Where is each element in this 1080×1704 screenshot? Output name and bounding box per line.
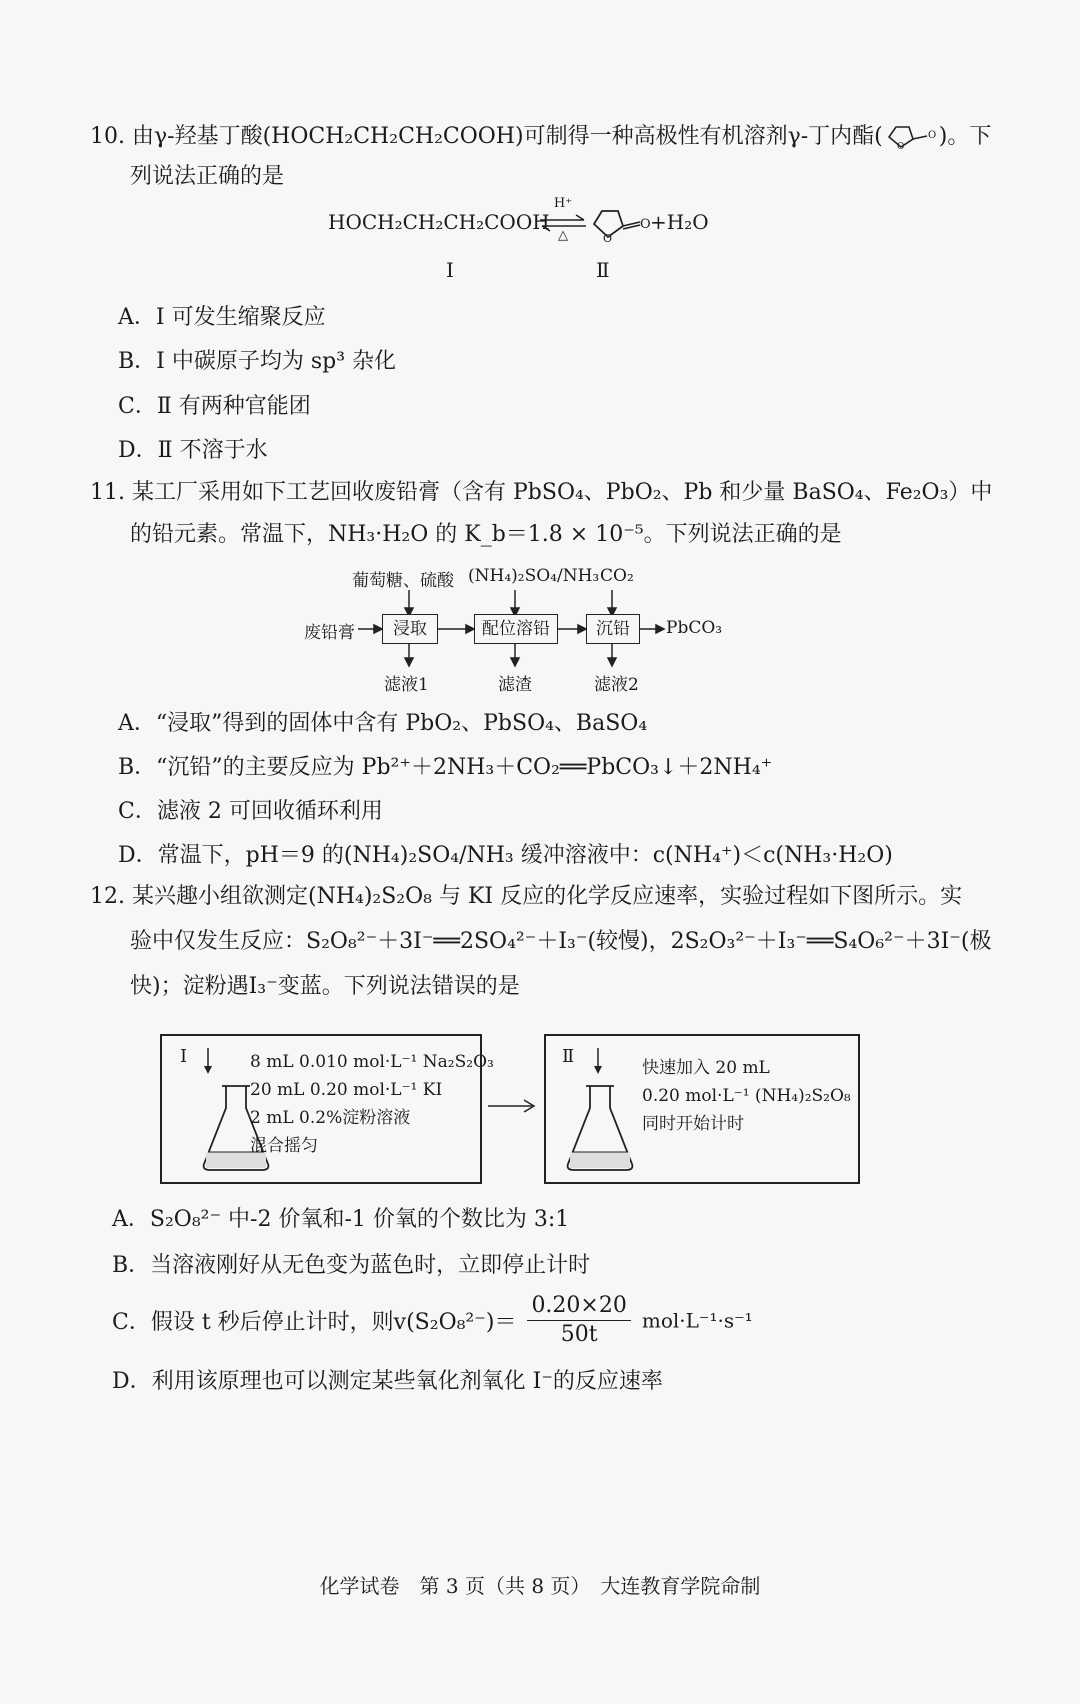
flow-out-3: 滤液2 [594, 675, 639, 695]
q12-option-c-text: C．假设 t 秒后停止计时，则v(S₂O₈²⁻)＝ [112, 1310, 517, 1335]
svg-text:O: O [603, 232, 613, 244]
q10-label-I: Ⅰ [446, 258, 454, 282]
svg-text:O: O [896, 142, 905, 152]
q10-text-b: )。下 [938, 124, 992, 149]
q12-stem-line1 [90, 880, 962, 914]
box1-line-4: 混合摇匀 [250, 1136, 318, 1156]
svg-text:O: O [640, 217, 651, 232]
flow-out-2: 滤渣 [498, 675, 532, 695]
q11-text: 某工厂采用如下工艺回收废铅膏（含有 PbSO₄、PbO₂、Pb 和少量 BaSO₄、Fe₂O₃）中 [132, 480, 993, 505]
rate-unit: mol·L⁻¹·s⁻¹ [641, 1308, 753, 1333]
box2-reagents [642, 1054, 851, 1138]
q11-option-c: C．滤液 2 可回收循环利用 [118, 799, 383, 824]
q10-option-d: D．Ⅱ 不溶于水 [118, 438, 268, 463]
q12-option-d: D．利用该原理也可以测定某些氧化剂氧化 I⁻的反应速率 [112, 1369, 663, 1394]
experiment-box-1 [160, 1034, 494, 1184]
box2-line-1: 快速加入 20 mL [642, 1058, 770, 1078]
experiment-box-2 [544, 1034, 860, 1184]
page-footer: 化学试卷 第 3 页（共 8 页） 大连教育学院命制 [319, 1574, 761, 1598]
q11-option-d: D．常温下，pH＝9 的(NH₄)₂SO₄/NH₃ 缓冲溶液中：c(NH₄⁺)＜c(NH₃·H₂O) [118, 843, 893, 868]
q11-option-b: B．“沉铅”的主要反应为 Pb²⁺＋2NH₃＋CO₂══PbCO₃↓＋2NH₄⁺ [118, 755, 773, 780]
q10-option-a: A．Ⅰ 可发生缩聚反应 [118, 305, 326, 330]
flow-step-leaching: 浸取 [382, 614, 438, 644]
box1-line-1: 8 mL 0.010 mol·L⁻¹ Na₂S₂O₃ [250, 1052, 494, 1072]
box1-line-3: 2 mL 0.2%淀粉溶液 [250, 1108, 411, 1128]
q10-stem-line2: 列说法正确的是 [130, 164, 285, 189]
q12-stem-line3: 快)；淀粉遇I₃⁻变蓝。下列说法错误的是 [130, 974, 520, 999]
box2-line-3: 同时开始计时 [642, 1114, 744, 1134]
q11-stem-line2: 的铅元素。常温下，NH₃·H₂O 的 K_b＝1.8 × 10⁻⁵。下列说法正确的是 [130, 522, 842, 547]
box2-label: Ⅱ [562, 1046, 575, 1067]
q10-text-a: 由γ-羟基丁酸(HOCH₂CH₂CH₂COOH)可制得一种高极性有机溶剂γ-丁内酯( [132, 124, 883, 149]
q11-option-a: A．“浸取”得到的固体中含有 PbO₂、PbSO₄、BaSO₄ [118, 711, 648, 736]
q10-option-b: B．Ⅰ 中碳原子均为 sp³ 杂化 [118, 349, 397, 374]
flow-out-1: 滤液1 [384, 675, 429, 695]
box2-line-2: 0.20 mol·L⁻¹ (NH₄)₂S₂O₈ [642, 1086, 851, 1106]
q12-stem-line2: 验中仅发生反应：S₂O₈²⁻＋3I⁻══2SO₄²⁻＋I₃⁻(较慢)，2S₂O₃²⁻＋I₃⁻══S₄O₆²⁻＋3I⁻(极 [130, 929, 992, 954]
svg-text:O: O [927, 130, 936, 141]
box1-label: Ⅰ [180, 1046, 188, 1067]
flow-start: 废铅膏 [304, 623, 355, 643]
q10-label-II: Ⅱ [596, 258, 610, 282]
q10-number: 10. [90, 124, 125, 149]
flow-arrows [0, 0, 1080, 720]
q12-number: 12. [90, 884, 125, 909]
q12-option-b: B．当溶液刚好从无色变为蓝色时，立即停止计时 [112, 1253, 591, 1278]
q10-reactant: HOCH₂CH₂CH₂COOH [328, 210, 550, 234]
flow-input-2: (NH₄)₂SO₄/NH₃ [468, 566, 600, 586]
rate-fraction [527, 1292, 630, 1349]
flow-input-1: 葡萄糖、硫酸 [352, 571, 454, 591]
q12-option-c [112, 1292, 753, 1349]
q11-number: 11. [90, 480, 125, 505]
q10-option-c: C．Ⅱ 有两种官能团 [118, 394, 311, 419]
q10-catalyst: H⁺ [553, 196, 573, 211]
rate-numerator: 0.20×20 [527, 1292, 630, 1321]
conical-flask-icon-2 [560, 1046, 640, 1176]
flow-product: PbCO₃ [666, 618, 723, 638]
box1-reagents [250, 1048, 494, 1160]
q12-option-a: A．S₂O₈²⁻ 中-2 价氧和-1 价氧的个数比为 3:1 [112, 1207, 570, 1232]
q10-product-water: +H₂O [650, 210, 709, 234]
rate-denominator: 50t [560, 1322, 598, 1347]
q12-text: 某兴趣小组欲测定(NH₄)₂S₂O₈ 与 KI 反应的化学反应速率，实验过程如下图所示。实 [132, 884, 963, 909]
flow-step-precipitation: 沉铅 [586, 614, 640, 644]
box1-line-2: 20 mL 0.20 mol·L⁻¹ KI [250, 1080, 443, 1100]
right-arrow-icon [486, 1096, 538, 1116]
flow-input-3: CO₂ [600, 566, 634, 586]
flow-step-coordination: 配位溶铅 [474, 614, 558, 644]
q10-heat: △ [558, 228, 568, 243]
